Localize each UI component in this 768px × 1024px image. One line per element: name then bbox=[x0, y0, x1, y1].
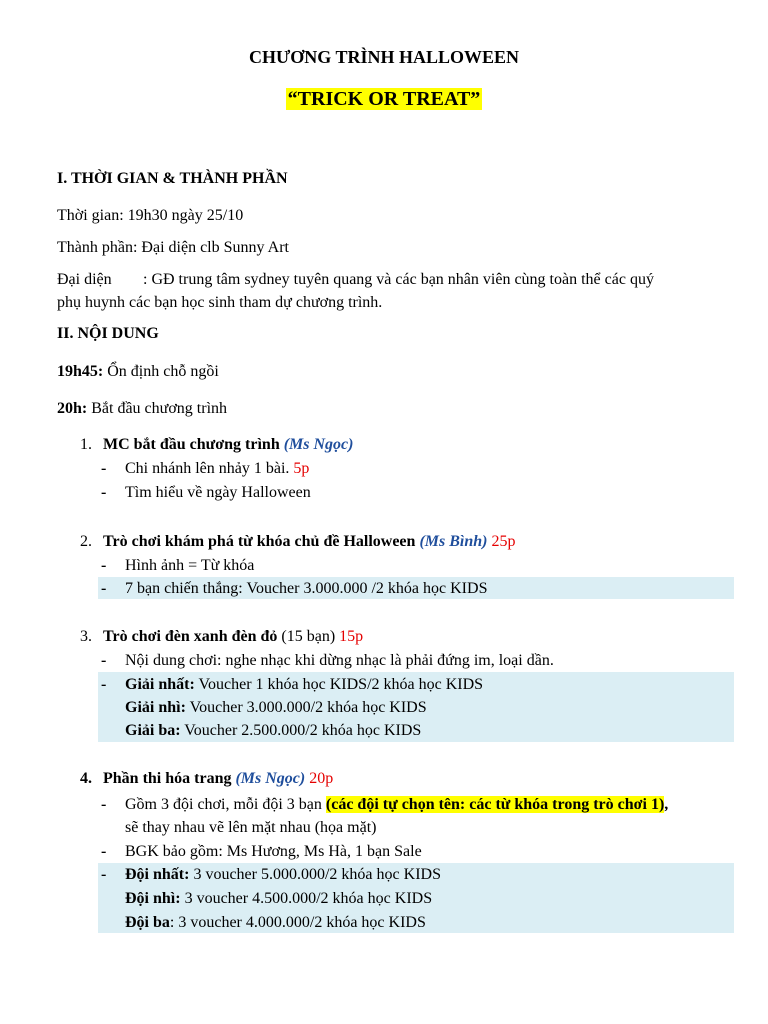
item-4-number: 4. bbox=[80, 770, 92, 787]
rep-line-2: phụ huynh các bạn học sinh tham dự chương trình. bbox=[57, 294, 383, 311]
item-3-prize-3 bbox=[125, 720, 421, 742]
team-prize-3-label: Đội ba bbox=[125, 914, 170, 931]
item-4-comma: , bbox=[664, 796, 669, 813]
item-4-person: (Ms Ngọc) bbox=[235, 770, 306, 787]
members-line: Thành phần: Đại diện clb Sunny Art bbox=[57, 239, 289, 256]
bullet-dash: - bbox=[101, 484, 107, 501]
section-2-heading: II. NỘI DUNG bbox=[57, 325, 159, 342]
item-4-duration: 20p bbox=[305, 770, 334, 787]
bullet-dash: - bbox=[101, 652, 107, 669]
item-1-heading bbox=[103, 434, 353, 456]
team-prize-2-text: 3 voucher 4.500.000/2 khóa học KIDS bbox=[180, 890, 433, 907]
time-line: Thời gian: 19h30 ngày 25/10 bbox=[57, 207, 244, 224]
item-4-title: Phần thi hóa trang bbox=[103, 770, 236, 787]
team-prize-2-label: Đội nhì: bbox=[125, 890, 181, 907]
item-2-number: 2. bbox=[80, 533, 92, 550]
item-4-heading bbox=[103, 768, 333, 790]
item-3-title: Trò chơi đèn xanh đèn đỏ bbox=[103, 628, 278, 645]
item-1-bullet-1 bbox=[125, 458, 309, 480]
item-3-bullet-1: Nội dung chơi: nghe nhạc khi dừng nhạc là phải đứng im, loại dần. bbox=[125, 652, 554, 669]
item-3-extra: (15 bạn) bbox=[277, 628, 340, 645]
prize-2-label: Giải nhì: bbox=[125, 699, 186, 716]
document-title: CHƯƠNG TRÌNH HALLOWEEN bbox=[248, 47, 520, 67]
team-prize-3-text: : 3 voucher 4.000.000/2 khóa học KIDS bbox=[169, 914, 426, 931]
item-1-bullet-2: Tìm hiểu về ngày Halloween bbox=[125, 484, 311, 501]
schedule-time-2: 20h: bbox=[57, 400, 88, 417]
item-3-prize-1 bbox=[125, 674, 483, 696]
item-4-bullet-1-line-2: sẽ thay nhau vẽ lên mặt nhau (họa mặt) bbox=[125, 819, 377, 836]
bullet-dash: - bbox=[101, 557, 107, 574]
document-subtitle: “TRICK OR TREAT” bbox=[287, 88, 481, 110]
item-3-number: 3. bbox=[80, 628, 92, 645]
bullet-dash: - bbox=[101, 676, 107, 693]
bullet-dash: - bbox=[101, 866, 107, 883]
item-2-duration: 25p bbox=[487, 533, 516, 550]
rep-label: Đại diện bbox=[57, 271, 112, 288]
schedule-line-1 bbox=[57, 361, 219, 383]
schedule-text-1: Ổn định chỗ ngồi bbox=[103, 363, 219, 380]
item-1-title: MC bắt đầu chương trình bbox=[103, 436, 284, 453]
item-2-bullet-2: 7 bạn chiến thắng: Voucher 3.000.000 /2 khóa học KIDS bbox=[125, 580, 488, 597]
item-4-prize-3 bbox=[125, 912, 426, 934]
prize-3-text: Voucher 2.500.000/2 khóa học KIDS bbox=[180, 722, 422, 739]
item-3-prize-2 bbox=[125, 697, 427, 719]
item-3-heading bbox=[103, 626, 363, 648]
prize-2-text: Voucher 3.000.000/2 khóa học KIDS bbox=[185, 699, 427, 716]
team-prize-1-text: 3 voucher 5.000.000/2 khóa học KIDS bbox=[189, 866, 441, 883]
bullet-dash: - bbox=[101, 460, 107, 477]
bullet-dash: - bbox=[101, 843, 107, 860]
item-4-prize-1 bbox=[125, 864, 441, 886]
item-2-bullet-1: Hình ảnh = Từ khóa bbox=[125, 557, 255, 574]
schedule-text-2: Bắt đầu chương trình bbox=[87, 400, 228, 417]
item-2-title: Trò chơi khám phá từ khóa chủ đề Halloween bbox=[103, 533, 420, 550]
section-1-heading: I. THỜI GIAN & THÀNH PHẦN bbox=[57, 170, 288, 187]
item-4-bullet-1-text: Gồm 3 đội chơi, mỗi đội 3 bạn bbox=[125, 796, 326, 813]
item-4-bullet-2: BGK bảo gồm: Ms Hương, Ms Hà, 1 bạn Sale bbox=[125, 843, 422, 860]
item-2-heading bbox=[103, 531, 515, 553]
item-4-bullet-1 bbox=[125, 794, 668, 816]
prize-3-label: Giải ba: bbox=[125, 722, 181, 739]
item-1-person: (Ms Ngọc) bbox=[283, 436, 354, 453]
item-1-number: 1. bbox=[80, 436, 92, 453]
item-4-team-name-note: (các đội tự chọn tên: các từ khóa trong trò chơi 1) bbox=[325, 796, 665, 813]
item-1-duration: 5p bbox=[293, 460, 310, 477]
document-subtitle-wrap bbox=[0, 88, 768, 111]
bullet-dash: - bbox=[101, 796, 107, 813]
bullet-dash: - bbox=[101, 580, 107, 597]
prize-1-label: Giải nhất: bbox=[125, 676, 195, 693]
item-3-duration: 15p bbox=[339, 628, 364, 645]
schedule-time-1: 19h45: bbox=[57, 363, 104, 380]
item-2-person: (Ms Bình) bbox=[419, 533, 488, 550]
prize-1-text: Voucher 1 khóa học KIDS/2 khóa học KIDS bbox=[194, 676, 484, 693]
rep-line-1: : GĐ trung tâm sydney tuyên quang và các bạn nhân viên cùng toàn thể các quý bbox=[143, 271, 654, 288]
schedule-line-2 bbox=[57, 398, 227, 420]
team-prize-1-label: Đội nhất: bbox=[125, 866, 190, 883]
item-4-prize-2 bbox=[125, 888, 432, 910]
item-1-bullet-1-text: Chi nhánh lên nhảy 1 bài. bbox=[125, 460, 294, 477]
